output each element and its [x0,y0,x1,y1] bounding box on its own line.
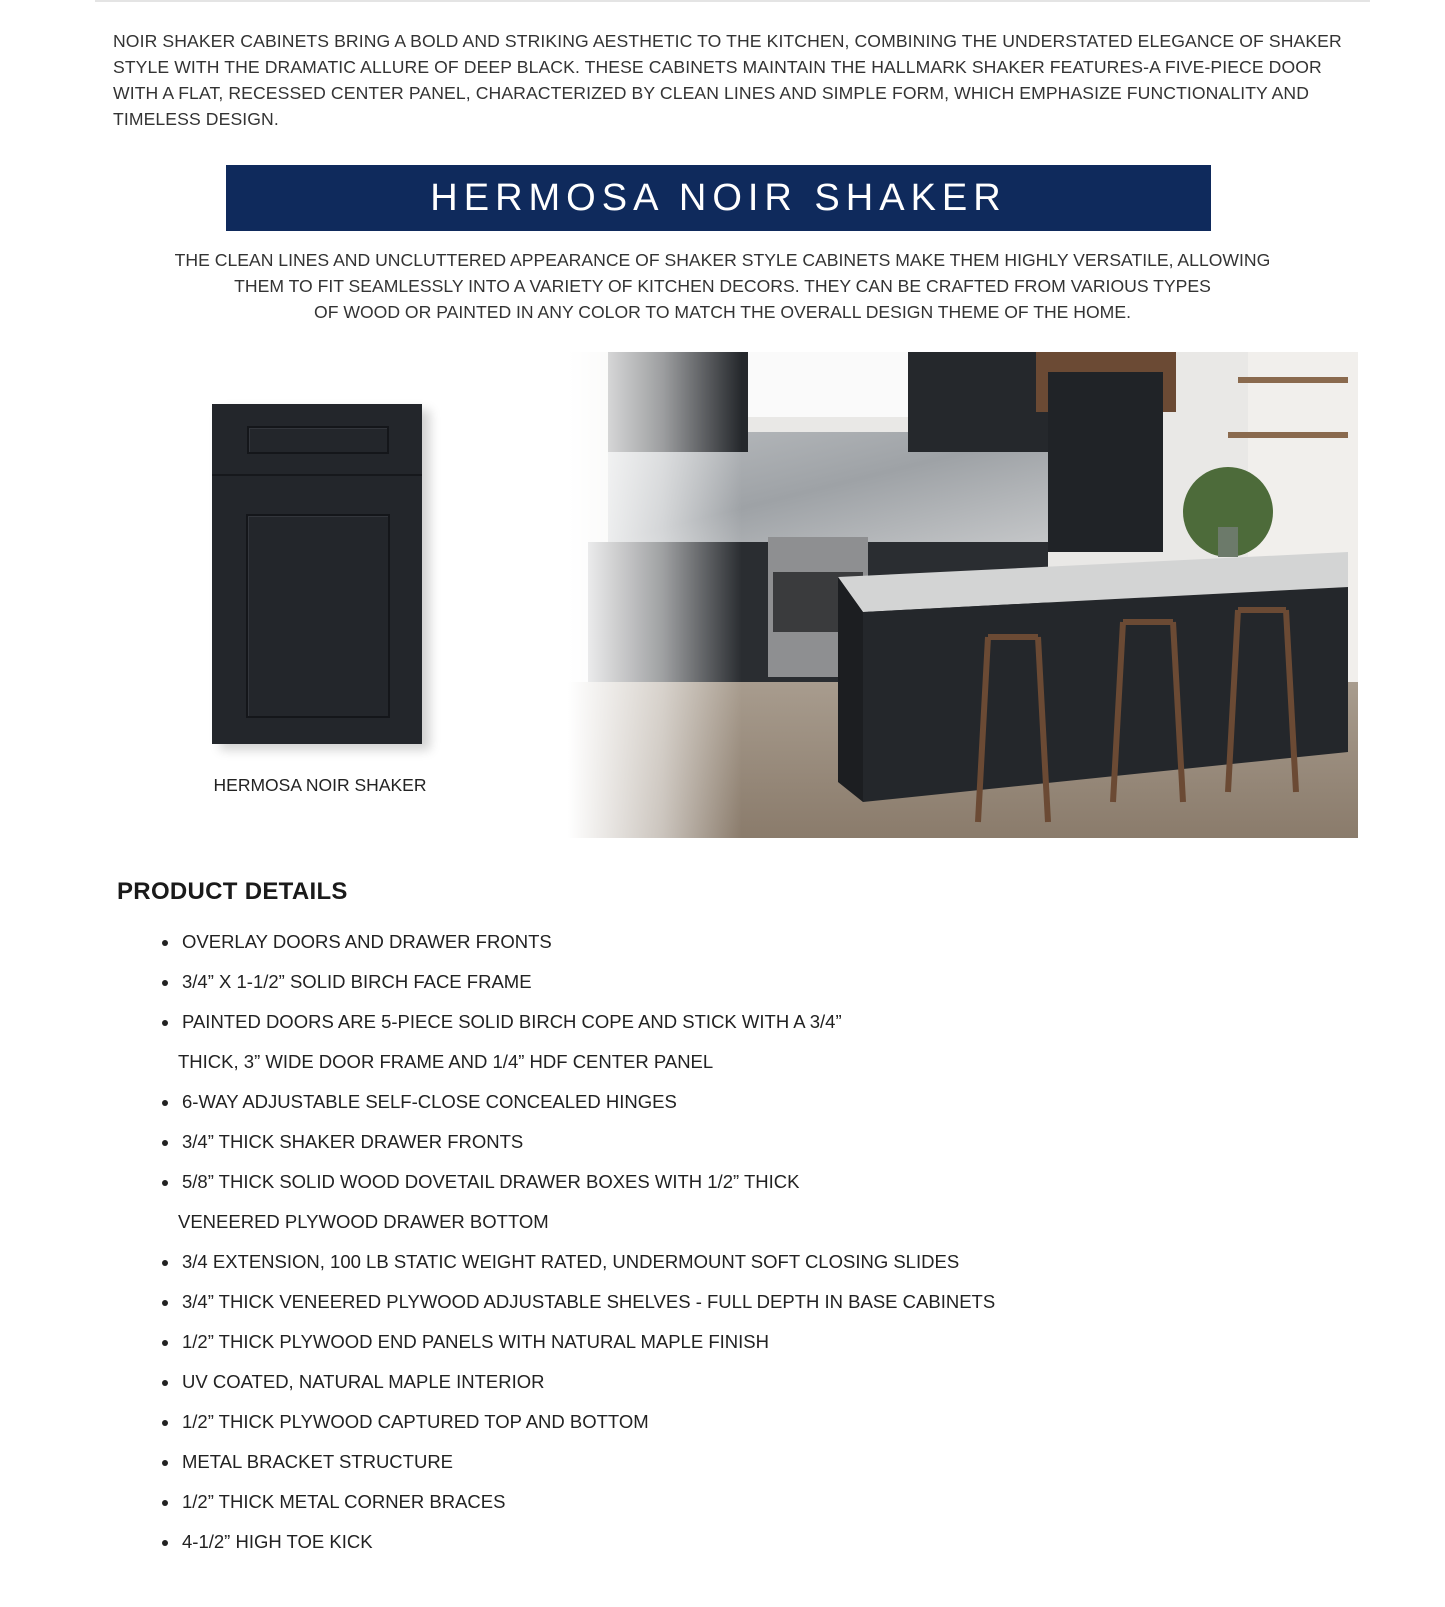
list-item [160,1362,1160,1402]
drawer-front [212,404,422,476]
list-item-text: 3/4” X 1-1/2” SOLID BIRCH FACE FRAME [182,971,532,992]
list-item-text: PAINTED DOORS ARE 5-PIECE SOLID BIRCH COPE AND STICK WITH A 3/4” [182,1011,842,1032]
door-caption: HERMOSA NOIR SHAKER [213,775,427,795]
list-item [160,1162,1160,1242]
list-item [160,1402,1160,1442]
product-details-heading: PRODUCT DETAILS [117,878,348,905]
subtitle-line: THEM TO FIT SEAMLESSLY INTO A VARIETY OF KITCHEN DECORS. THEY CAN BE CRAFTED FROM VARIOUS TYPES [234,276,1211,296]
product-details-list [160,922,1160,1562]
list-item-text: METAL BRACKET STRUCTURE [182,1451,454,1472]
list-item [160,922,1160,962]
list-item-text: UV COATED, NATURAL MAPLE INTERIOR [182,1371,545,1392]
kitchen-illustration [568,352,1358,838]
list-item-text: OVERLAY DOORS AND DRAWER FRONTS [182,931,552,952]
list-item [160,1442,1160,1482]
list-item-text: 1/2” THICK METAL CORNER BRACES [182,1491,506,1512]
list-item-text: 1/2” THICK PLYWOOD CAPTURED TOP AND BOTTOM [182,1411,649,1432]
list-item-text: 3/4” THICK VENEERED PLYWOOD ADJUSTABLE SHELVES - FULL DEPTH IN BASE CABINETS [182,1291,996,1312]
list-item-text: 4-1/2” HIGH TOE KICK [182,1531,373,1552]
list-item-text: 6-WAY ADJUSTABLE SELF-CLOSE CONCEALED HINGES [182,1091,677,1112]
subtitle-paragraph [130,247,1315,325]
list-item [160,1522,1160,1562]
drawer-panel [247,426,389,454]
top-divider [95,0,1370,2]
list-item [160,1282,1160,1322]
list-item-text: 3/4 EXTENSION, 100 LB STATIC WEIGHT RATED, UNDERMOUNT SOFT CLOSING SLIDES [182,1251,960,1272]
door-recessed-panel [246,514,390,718]
list-item-text: 3/4” THICK SHAKER DRAWER FRONTS [182,1131,524,1152]
list-item-text: 5/8” THICK SOLID WOOD DOVETAIL DRAWER BOXES WITH 1/2” THICK [182,1171,800,1192]
list-item [160,1082,1160,1122]
door-sample-image [205,398,445,758]
subtitle-line: THE CLEAN LINES AND UNCLUTTERED APPEARANCE OF SHAKER STYLE CABINETS MAKE THEM HIGHLY VERSATILE, ALLOWING [174,250,1271,270]
page-title-banner: HERMOSA NOIR SHAKER [226,165,1211,231]
list-item [160,1122,1160,1162]
cabinet-door [212,404,422,744]
list-item-text-continued: THICK, 3” WIDE DOOR FRAME AND 1/4” HDF CENTER PANEL [178,1051,714,1072]
list-item-text: 1/2” THICK PLYWOOD END PANELS WITH NATURAL MAPLE FINISH [182,1331,769,1352]
list-item [160,1242,1160,1282]
list-item [160,1322,1160,1362]
list-item [160,1002,1160,1082]
kitchen-scene-image [568,352,1358,838]
subtitle-line: OF WOOD OR PAINTED IN ANY COLOR TO MATCH THE OVERALL DESIGN THEME OF THE HOME. [314,302,1131,322]
list-item [160,962,1160,1002]
intro-paragraph: NOIR SHAKER CABINETS BRING A BOLD AND STRIKING AESTHETIC TO THE KITCHEN, COMBINING THE UNDERSTATED ELEGANCE OF SHAKER STYLE WITH THE DRAMATIC ALLURE OF DEEP BLACK. THESE CABINETS MAINTAIN THE HALLMARK SHAKER FEATURES-A FIVE-PIECE DOOR WITH A FLAT, RECESSED CENTER PANEL, CHARACTERIZED BY CLEAN LINES AND SIMPLE FORM, WHICH EMPHASIZE FUNCTIONALITY AND TIMELESS DESIGN. [113,31,1342,129]
list-item [160,1482,1160,1522]
list-item-text-continued: VENEERED PLYWOOD DRAWER BOTTOM [178,1211,549,1232]
